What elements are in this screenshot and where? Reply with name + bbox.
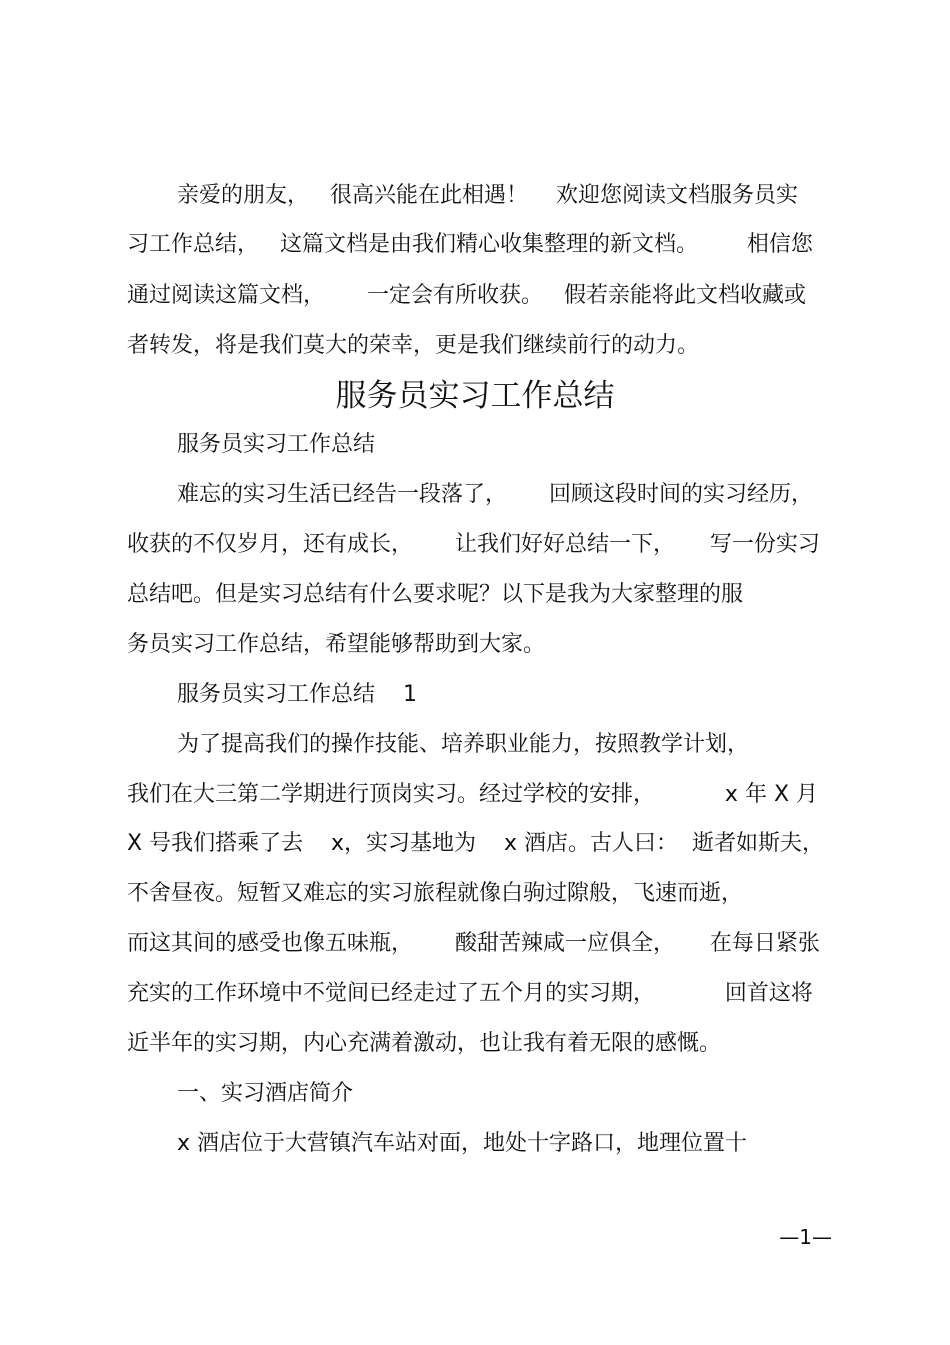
para2-line-4: 不舍昼夜。短暂又难忘的实习旅程就像白驹过隙般，飞速而逝， [127,881,744,906]
para1-line-2: 收获的不仅岁月，还有成长， 让我们好好总结一下， 写一份实习 [127,532,820,557]
intro-line-1: 亲爱的朋友， 很高兴能在此相遇！ 欢迎您阅读文档服务员实 [177,183,798,208]
intro-line-3: 通过阅读这篇文档， 一定会有所收获。 假若亲能将此文档收藏或 [127,283,806,308]
heading-1: 一、实习酒店简介 [177,1081,354,1106]
para2-line-1: 为了提高我们的操作技能、培养职业能力，按照教学计划， [177,732,750,757]
para1-line-4: 务员实习工作总结，希望能够帮助到大家。 [127,632,546,657]
para2-line-3: X 号我们搭乘了去 x，实习基地为 x 酒店。古人曰： 逝者如斯夫， [127,831,825,856]
section-heading: 服务员实习工作总结 1 [177,682,417,707]
para1-line-1: 难忘的实习生活已经告一段落了， 回顾这段时间的实习经历， [177,482,813,507]
para1-line-3: 总结吧。但是实习总结有什么要求呢？以下是我为大家整理的服 [127,582,744,607]
para2-line-6: 充实的工作环境中不觉间已经走过了五个月的实习期， 回首这将 [127,981,813,1006]
page-number: —1— [779,1225,832,1249]
para2-line-5: 而这其间的感受也像五味瓶， 酸甜苦辣咸一应俱全， 在每日紧张 [127,931,820,956]
intro-line-2: 习工作总结， 这篇文档是由我们精心收集整理的新文档。 相信您 [127,232,813,257]
para2-line-7: 近半年的实习期，内心充满着激动，也让我有着无限的感慨。 [127,1031,722,1056]
para3-line-1: x 酒店位于大营镇汽车站对面，地处十字路口，地理位置十 [177,1131,748,1156]
subtitle: 服务员实习工作总结 [177,432,376,457]
intro-line-4: 者转发，将是我们莫大的荣幸，更是我们继续前行的动力。 [127,333,700,358]
para2-line-2: 我们在大三第二学期进行顶岗实习。经过学校的安排， x 年 X 月 [127,782,819,807]
document-title: 服务员实习工作总结 [335,378,615,414]
